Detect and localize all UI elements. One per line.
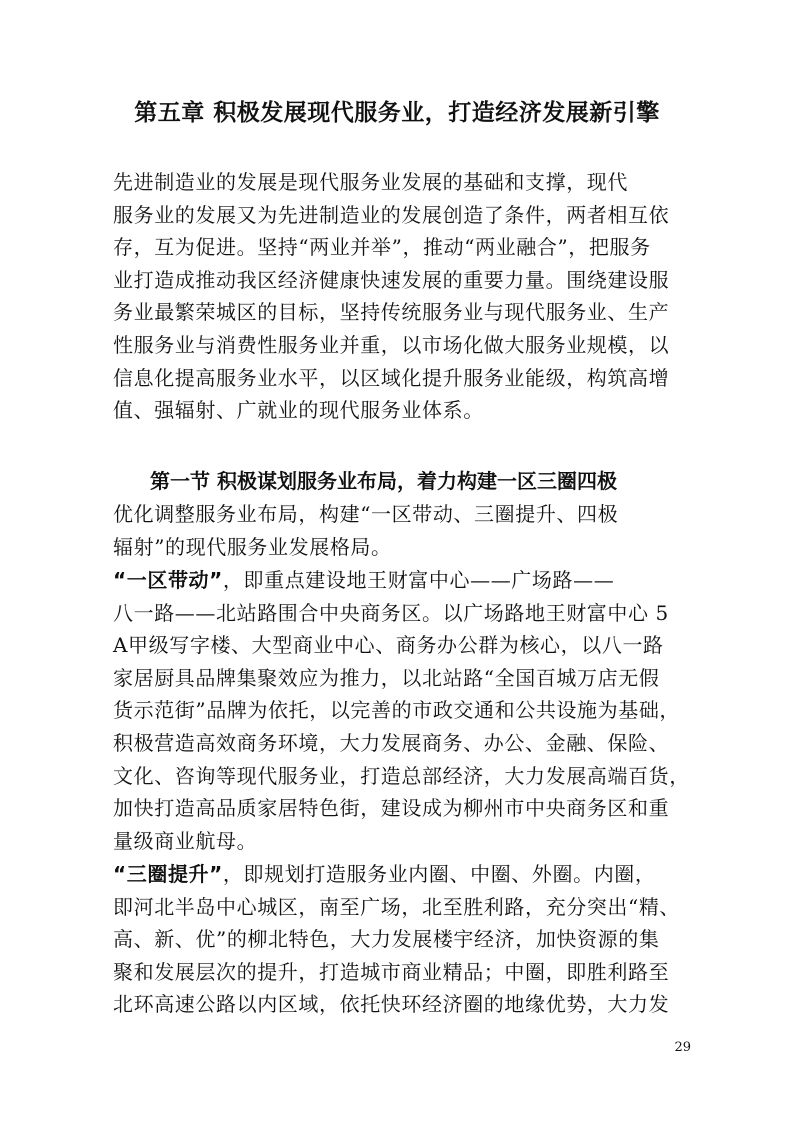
text-line: 先进制造业的发展是现代服务业发展的基础和支撑，现代	[113, 170, 628, 194]
yiqu-lead-term: “一区带动”	[113, 568, 223, 592]
yiqu-first-line-text: ，即重点建设地王财富中心——广场路——	[222, 568, 615, 592]
text-line: 北环高速公路以内区域，依托快环经济圈的地缘优势，大力发	[113, 992, 670, 1017]
text-line: 即河北半岛中心城区，南至广场，北至胜利路，充分突出“精、	[113, 894, 681, 919]
text-line: 值、强辐射、广就业的现代服务业体系。	[113, 398, 484, 423]
page-number: 29	[674, 1040, 691, 1055]
text-line: 聚和发展层次的提升，打造城市商业精品；中圈，即胜利路至	[113, 959, 670, 984]
intro-paragraph	[113, 166, 691, 427]
text-line: A甲级写字楼、大型商业中心、商务办公群为核心，以八一路	[113, 633, 664, 658]
text-line: 存，互为促进。坚持“两业并举”，推动“两业融合”，把服务	[113, 235, 651, 260]
sanquan-first-line-text: ，即规划打造服务业内圈、中圈、外圈。内圈，	[222, 862, 656, 886]
text-line: 性服务业与消费性服务业并重，以市场化做大服务业规模，以	[113, 332, 670, 357]
text-line: 文化、咨询等现代服务业，打造总部经济，大力发展高端百货，	[113, 763, 690, 788]
text-line: 货示范街”品牌为依托，以完善的市政交通和公共设施为基础，	[113, 698, 681, 723]
text-line: 高、新、优”的柳北特色，大力发展楼宇经济，加快资源的集	[113, 927, 660, 952]
text-line: 八一路——北站路围合中央商务区。以广场路地王财富中心 5	[113, 600, 669, 625]
sanquan-paragraph	[113, 858, 691, 1021]
text-line	[113, 564, 691, 597]
yiqu-paragraph	[113, 564, 691, 857]
chapter-title: 第五章 积极发展现代服务业，打造经济发展新引擎	[134, 100, 660, 126]
section-title: 第一节 积极谋划服务业布局，着力构建一区三圈四极	[150, 469, 617, 493]
text-line: 务业最繁荣城区的目标，坚持传统服务业与现代服务业、生产	[113, 300, 670, 325]
text-line: 加快打造高品质家居特色街，建设成为柳州市中央商务区和重	[113, 796, 670, 821]
text-line: 家居厨具品牌集聚效应为推力，以北站路“全国百城万店无假	[113, 665, 660, 690]
text-line: 辐射”的现代服务业发展格局。	[113, 534, 392, 559]
text-line: 服务业的发展又为先进制造业的发展创造了条件，两者相互依	[113, 202, 670, 227]
text-line: 业打造成推动我区经济健康快速发展的重要力量。围绕建设服	[113, 267, 670, 292]
text-line: 量级商业航母。	[113, 828, 258, 853]
text-line: 优化调整服务业布局，构建“一区带动、三圈提升、四极	[113, 502, 619, 526]
text-line	[113, 858, 691, 891]
text-line: 积极营造高效商务环境，大力发展商务、办公、金融、保险、	[113, 730, 670, 755]
text-line: 信息化提高服务业水平，以区域化提升服务业能级，构筑高增	[113, 365, 670, 390]
layout-paragraph	[113, 498, 691, 563]
sanquan-lead-term: “三圈提升”	[113, 862, 223, 886]
